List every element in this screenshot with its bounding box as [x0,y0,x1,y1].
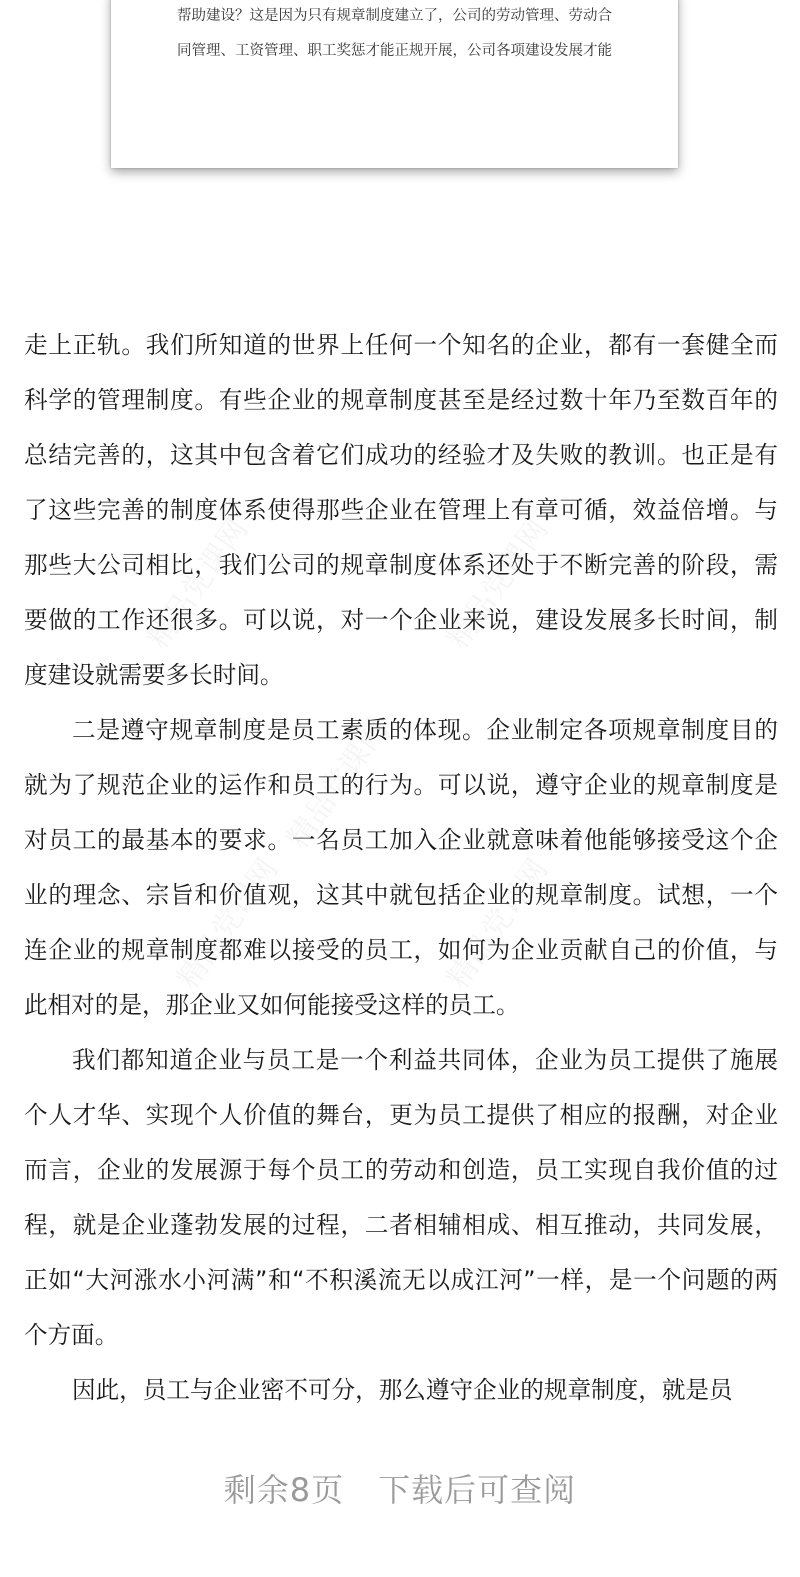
document-preview-card [111,0,678,168]
paragraph: 因此，员工与企业密不可分，那么遵守企业的规章制度，就是员 [72,1376,733,1404]
remaining-pages-label: 剩余8页 [223,1471,345,1509]
paragraph: 我们都知道企业与员工是一个利益共同体，企业为员工提供了施展个人才华、实现个人价值的舞台，更为员工提供了相应的报酬，对企业而言，企业的发展源于每个员工的劳动和创造，员工实现自我价值的过程，就是企业蓬勃发展的过程，二者相辅相成、相互推动，共同发展，正如“大河涨水小河满”和“不积溪流无以成江河”一样，是一个问题的两个方面。 [24,1046,778,1349]
document-body [24,318,778,1418]
download-action-label: 下载后可查阅 [378,1471,577,1509]
paragraph: 二是遵守规章制度是员工素质的体现。企业制定各项规章制度目的就为了规范企业的运作和员工的行为。可以说，遵守企业的规章制度是对员工的最基本的要求。一名员工加入企业就意味着他能够接受这个企业的理念、宗旨和价值观，这其中就包括企业的规章制度。试想，一个连企业的规章制度都难以接受的员工，如何为企业贡献自己的价值，与此相对的是，那企业又如何能接受这样的员工。 [24,716,778,1019]
paragraph: 走上正轨。我们所知道的世界上任何一个知名的企业，都有一套健全而科学的管理制度。有些企业的规章制度甚至是经过数十年乃至数百年的总结完善的，这其中包含着它们成功的经验才及失败的教训。也正是有了这些完善的制度体系使得那些企业在管理上有章可循，效益倍增。与那些大公司相比，我们公司的规章制度体系还处于不断完善的阶段，需要做的工作还很多。可以说，对一个企业来说，建设发展多长时间，制度建设就需要多长时间。 [24,331,778,689]
preview-text-line: 帮助建设？这是因为只有规章制度建立了，公司的劳动管理、劳动合 [177,8,612,24]
preview-text-line: 同管理、工资管理、职工奖惩才能正规开展，公司各项建设发展才能 [177,43,612,59]
download-to-read-more-button[interactable] [0,1462,800,1518]
